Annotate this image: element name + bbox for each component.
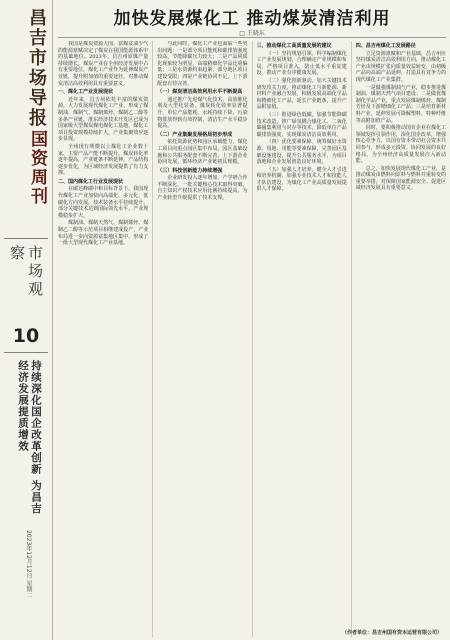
masthead-divider — [4, 352, 48, 353]
author-credit: （作者单位：昌吉州国有资本运营有限公司） — [341, 630, 442, 636]
article-body — [58, 41, 446, 637]
paragraph: 一是做强煤制油气产业，稳步推进煤制油、煤制天然气项目建设；二是做优煤制化学品产业，重点发展煤制烯烃、煤制芳烃及下游精细化工产品；三是培育新材料产业，延伸发展可降解塑料、特种纤维等高附加值产品。 — [355, 84, 446, 124]
section-heading: （三）科技创新能力持续增强 — [157, 167, 223, 174]
section-heading: 二、国内煤化工行业发展现状 — [58, 178, 124, 185]
section-heading: 三、推动煤化工高质量发展的建议 — [256, 43, 332, 49]
paragraph: 在碳达峰碳中和目标背景下，我国现代煤化工产业加快向高端化、多元化、低碳化方向发展，技术装备水平持续提升，部分关键技术达到国际领先水平，产业规模稳步扩大。 — [58, 186, 149, 219]
article-byline: □ 王晓东 — [239, 30, 265, 37]
paragraph: （五）加强人才培养。健全人才引进和培养机制，加强专业技术人才和技能人才队伍建设，为煤化工产业高质量发展提供人才保障。 — [256, 166, 347, 193]
section-heading: 一、煤化工产业发展现状 — [58, 89, 114, 96]
section-heading: （一）煤炭清洁高效利用水平不断提高 — [157, 89, 243, 96]
paragraph: 通过推广先进煤气化技术、高效催化剂及大型化装备，煤炭转化效率显著提升，单位产品能耗、水耗持续下降，污染物排放得到有效控制，清洁生产水平稳步提高。 — [157, 96, 248, 130]
paragraph: 全州现有规模以上煤化工企业数十家，主要产品产能不断提升，煤炭转化率逐年提高，产业链条不断延伸，产品结构逐步优化，为区域经济发展提供了有力支撑。 — [58, 143, 149, 177]
edition-date: 2023年12月12日 星期二 — [25, 530, 32, 599]
article-column — [58, 41, 148, 637]
paragraph: （三）推进绿色低碳。加强节能降碳技术改造，推广绿氢耦合煤化工、二氧化碳捕集利用与封存等技术，降低单位产品碳排放强度，实现煤炭清洁高效利用。 — [256, 111, 347, 138]
paragraph: 立足资源禀赋和产业基础，昌吉州应坚持煤炭清洁高效利用方向，推动煤化工产业由规模扩张向质量效益转变，由初级产品向高端产品延伸，打造具有竞争力的现代煤化工产业集群。 — [355, 50, 446, 83]
headline-divider — [58, 37, 446, 38]
slogan: 持续深化国企改革创新 为昌吉经济发展提质增效 — [17, 360, 42, 515]
section-heading: 四、昌吉州煤化工发展路径 — [355, 43, 416, 49]
paragraph: （一）坚持规划引领。科学编制煤化工产业发展规划，合理确定产业规模和布局，严格项目准入，防止低水平重复建设，推动产业有序健康发展。 — [256, 50, 347, 77]
paragraph: 同时，要积极推动国有企业在煤化工领域发挥引领作用，深化国企改革，增强核心竞争力，以国有资本带动社会资本共同参与，形成多元投资、协同发展的良好格局，为全州经济高质量发展注入新动能。 — [355, 125, 446, 165]
paragraph: 企业研发投入逐年增加，产学研合作不断深化，一批关键核心技术取得突破，自主知识产权技术应用比例持续提高，为产业转型升级提供了技术支撑。 — [157, 175, 248, 202]
article-column — [157, 41, 247, 637]
page-number: 10 — [12, 325, 40, 347]
masthead — [0, 0, 53, 640]
paragraph: 依托资源优势和园区承载能力，煤化工项目向重点园区集中布局，园区基础设施和公共服务配套不断完善，上下游企业协同发展，循环经济产业链初具规模。 — [157, 139, 248, 166]
article-headline: 加快发展煤化工 推动煤炭清洁利用 — [113, 9, 391, 29]
article-column — [356, 41, 446, 637]
paragraph: 我国是煤炭资源大国，富煤贫油少气的能源禀赋决定了煤炭在我国能源体系中的基础地位。2023年，昌吉州原煤产量持续增长，煤炭产业在全州经济发展中占有重要地位，煤化工产业作为延伸煤炭产业链、提升附加值的重要途径，对推动煤炭清洁高效利用具有重要意义。 — [58, 41, 149, 87]
column-divider — [351, 41, 352, 637]
section-heading: （二）产业集聚发展格局初步形成 — [157, 131, 233, 138]
paragraph: 总之，加快发展现代煤化工产业，是推动煤炭由燃料向原料与燃料并重转变的重要举措，对保障国家能源安全、促进区域经济发展具有重要意义。 — [355, 165, 446, 192]
newspaper-title: 昌吉市场导报 — [26, 8, 47, 128]
paragraph: 与此同时，煤化工产业也面临一些突出问题：一是部分项目能耗和碳排放强度较高，节能降碳压力较大；二是产品同质化现象较为明显，高端精细化学品比重偏低；三是水资源约束趋紧，部分地区项目建设受限；四是产业链协同不足，上下游配套有待完善。 — [157, 41, 248, 87]
paragraph: 近年来，昌吉州依托丰富的煤炭资源，大力发展现代煤化工产业，形成了煤制油、煤制气、煤制烯烃、煤制乙二醇等多条产业链。准东经济技术开发区已成为国家级大型煤炭煤电煤化工基地，煤化工项目投资规模持续扩大，产业集聚效应逐步显现。 — [58, 96, 149, 143]
article-column — [257, 41, 347, 637]
paragraph: （二）强化创新驱动。加大关键技术研发攻关力度，推动煤化工与新能源、新材料产业融合发展，积极发展高端化学品和精细化工产品，延长产业链条，提升产品附加值。 — [256, 77, 347, 111]
paragraph: 煤制油、煤制天然气、煤制烯烃、煤制乙二醇等示范项目相继建成投产，产业布局进一步向资源富集地区集中，形成了一批大型现代煤化工产业基地。 — [58, 220, 149, 247]
masthead-divider — [4, 238, 48, 239]
article — [58, 0, 446, 640]
section-name: 市场观察 — [8, 245, 44, 299]
paragraph: （四）优化要素保障。统筹做好水资源、用地、用能等要素保障，完善园区基础设施建设，提升公共服务水平，为项目落地和企业发展创造良好环境。 — [256, 139, 347, 166]
weekly-supplement-title: 国资周刊 — [27, 130, 47, 206]
column-divider — [252, 41, 253, 637]
column-divider — [152, 41, 153, 637]
